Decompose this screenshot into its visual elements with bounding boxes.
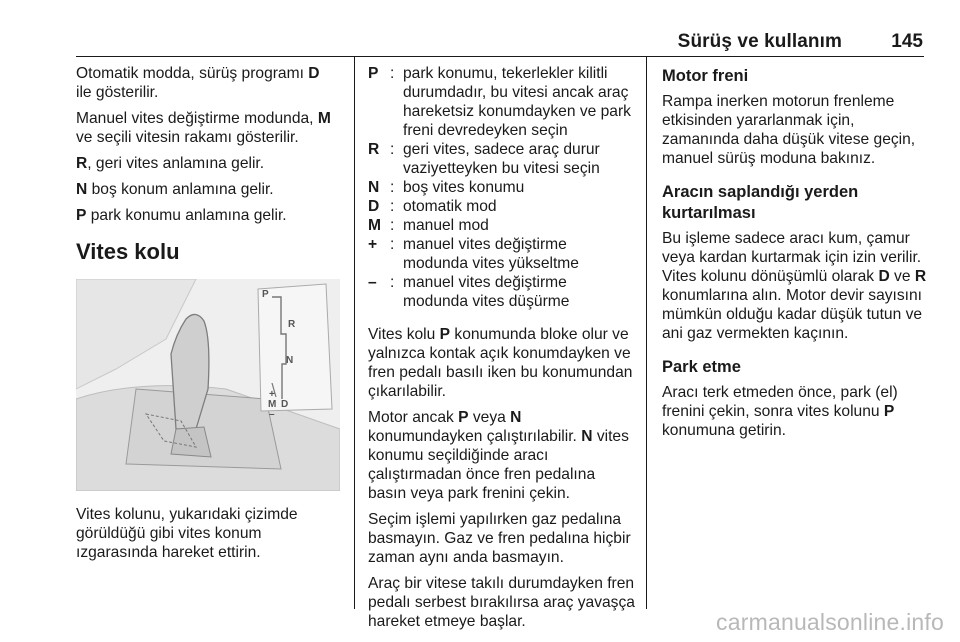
paragraph: Motor ancak P veya N konumundayken çalıştırılabilir. N vites konumu seçildiğinde aracı çalıştırmadan önce fren pedalına basın veya park frenini çekin. — [368, 409, 629, 502]
column-3 — [662, 64, 928, 447]
figure-label-n: N — [286, 355, 294, 366]
paragraph: Bu işleme sadece aracı kum, çamur veya kardan kurtarmak için izin verilir. Vites kolunu dönüşümlü olarak D ve R konumlarına alın. Motor devir sayısını mümkün olduğu kadar düşük tutun ve ani gaz vermekten kaçının. — [662, 230, 927, 342]
gear-lever-illustration — [76, 279, 340, 491]
paragraph: Otomatik modda, sürüş programı D ile gösterilir. — [76, 65, 320, 101]
figure-label-p: P — [262, 289, 269, 300]
column-divider-1 — [354, 56, 355, 609]
section-heading: Vites kolu — [76, 239, 180, 264]
paragraph: Araç bir vitese takılı durumdayken fren pedalı serbest bırakılırsa araç yavaşça hareket etmeye başlar. — [368, 575, 635, 630]
paragraph: Rampa inerken motorun frenleme etkisinden yararlanmak için, zamanında daha düşük vitese geçin, manuel sürüş moduna bakınız. — [662, 93, 916, 167]
section-heading: Aracın saplandığı yerden kurtarılması — [662, 183, 859, 222]
definition-item: – : manuel vites değiştirme modunda vites düşürme — [368, 274, 570, 310]
figure-label-m: M — [268, 399, 277, 410]
definition-item: P : park konumu, tekerlekler kilitli durumdadır, bu vitesi ancak araç hareketsiz konumdayken ve park freni devredeyken seçin — [368, 65, 631, 139]
column-2 — [368, 64, 636, 638]
definition-item: N : boş vites konumu — [368, 179, 525, 196]
figure-label-plus: + — [269, 389, 275, 400]
page-number: 145 — [891, 31, 923, 52]
paragraph: R, geri vites anlamına gelir. — [76, 155, 265, 172]
definition-item: + : manuel vites değiştirme modunda vites yükseltme — [368, 236, 579, 272]
paragraph: Aracı terk etmeden önce, park (el) frenini çekin, sonra vites kolunu P konumuna getirin. — [662, 384, 898, 439]
figure-label-r: R — [288, 319, 296, 330]
definition-list — [368, 64, 636, 311]
section-heading: Park etme — [662, 358, 741, 376]
page-header-title: Sürüş ve kullanım — [677, 31, 842, 52]
definition-item: R : geri vites, sadece araç durur vaziyetteyken bu vitesi seçin — [368, 141, 600, 177]
header-rule — [76, 56, 924, 57]
paragraph: Manuel vites değiştirme modunda, M ve seçili vitesin rakamı gösterilir. — [76, 110, 331, 146]
definition-item: D : otomatik mod — [368, 198, 497, 215]
watermark: carmanualsonline.info — [716, 609, 944, 635]
section-heading: Motor freni — [662, 67, 749, 85]
column-divider-2 — [646, 56, 647, 609]
paragraph: N boş konum anlamına gelir. — [76, 181, 274, 198]
figure-label-d: D — [281, 399, 289, 410]
figure-caption: Vites kolunu, yukarıdaki çizimde görüldüğü gibi vites konum ızgarasında hareket ettirin. — [76, 506, 298, 561]
definition-item: M : manuel mod — [368, 217, 489, 234]
paragraph: Seçim işlemi yapılırken gaz pedalına basmayın. Gaz ve fren pedalına hiçbir zaman aynı anda basmayın. — [368, 511, 631, 566]
paragraph: P park konumu anlamına gelir. — [76, 207, 287, 224]
column-1 — [76, 64, 344, 569]
figure-label-minus: – — [269, 409, 275, 420]
paragraph: Vites kolu P konumunda bloke olur ve yalnızca kontak açık konumdayken ve fren pedalı basılı iken bu konumundan çıkarılabilir. — [368, 326, 633, 400]
